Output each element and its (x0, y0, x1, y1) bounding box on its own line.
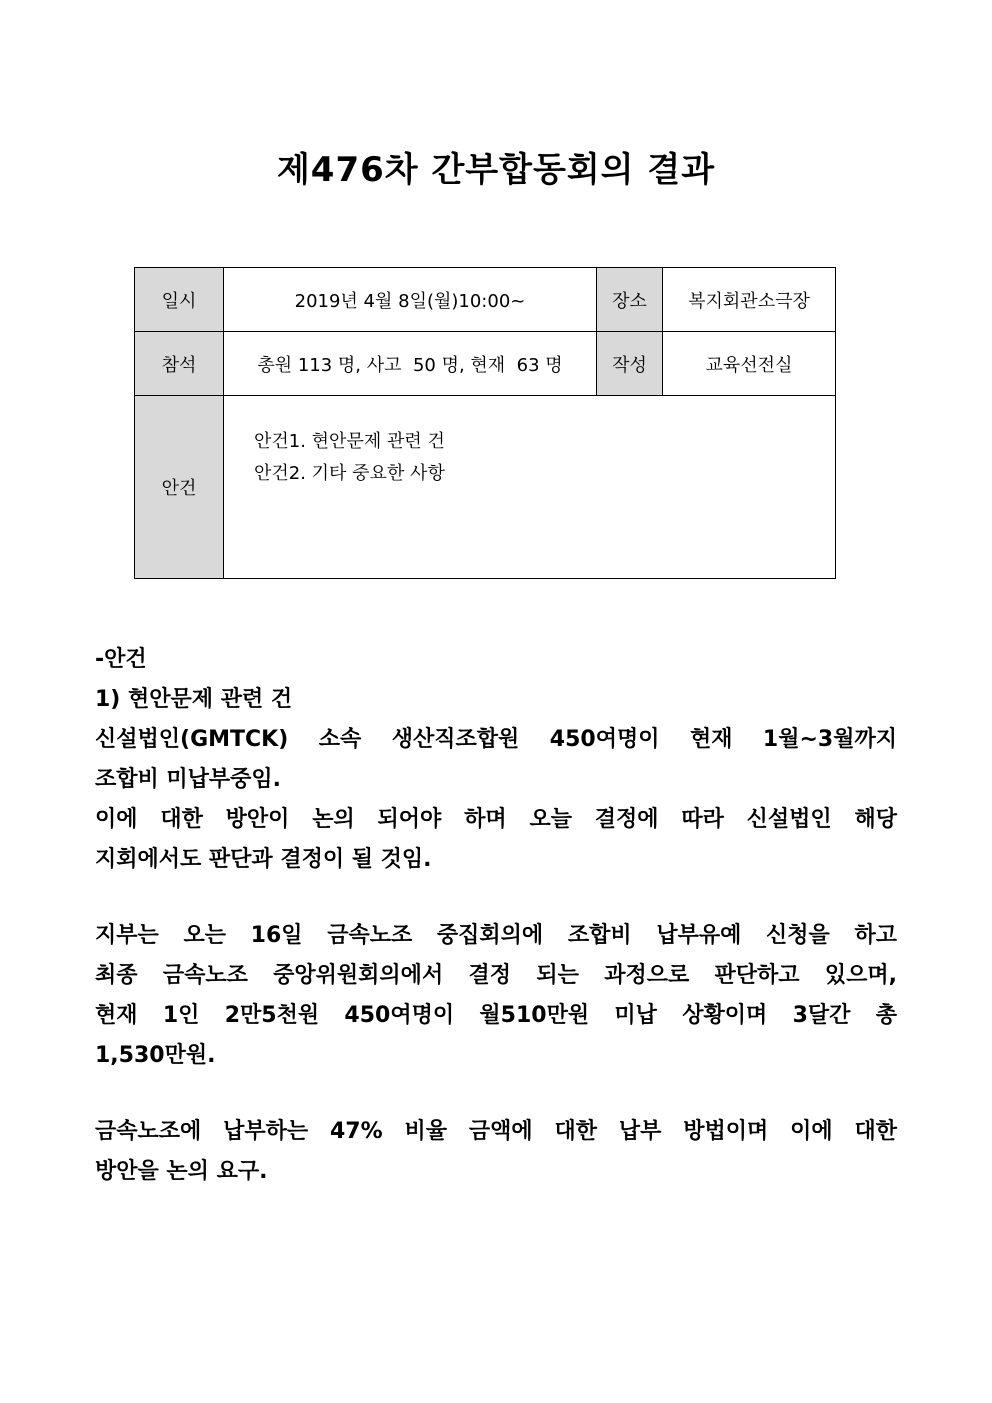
item-heading: 1) 현안문제 관련 건 (95, 687, 293, 712)
place-value: 복지회관소극장 (663, 268, 836, 332)
paragraph-1 (95, 720, 897, 880)
paragraph-line: 최종 금속노조 중앙위원회의에서 결정 되는 과정으로 판단하고 있으며, (95, 963, 897, 988)
table-row-agenda (135, 396, 836, 579)
meeting-info-table (134, 267, 836, 579)
paragraph-line: 방안을 논의 요구. (95, 1159, 268, 1184)
paragraph-3 (95, 1112, 897, 1192)
paragraph-line: 지부는 오는 16일 금속노조 중집회의에 조합비 납부유예 신청을 하고 (95, 923, 897, 948)
paragraph-2 (95, 916, 897, 1076)
paragraph-line: 이에 대한 방안이 논의 되어야 하며 오늘 결정에 따라 신설법인 해당 (95, 807, 897, 832)
paragraph-line: 현재 1인 2만5천원 450여명이 월510만원 미납 상황이며 3달간 총 (95, 1003, 897, 1028)
author-value: 교육선전실 (663, 332, 836, 396)
agenda-cell (224, 396, 836, 579)
paragraph-line: 조합비 미납부중임. (95, 767, 282, 792)
paragraph-gap (95, 1076, 897, 1112)
paragraph-line: 신설법인(GMTCK) 소속 생산직조합원 450여명이 현재 1월~3월까지 (95, 727, 897, 752)
paragraph-gap (95, 880, 897, 916)
agenda-label: 안건 (135, 396, 224, 579)
table-row-datetime (135, 268, 836, 332)
datetime-label: 일시 (135, 268, 224, 332)
table-row-attendance (135, 332, 836, 396)
place-label: 장소 (597, 268, 663, 332)
agenda-item: 안건1. 현안문제 관련 건 (254, 431, 445, 452)
paragraph-line: 금속노조에 납부하는 47% 비율 금액에 대한 납부 방법이며 이에 대한 (95, 1119, 897, 1144)
document-body (95, 640, 897, 1192)
datetime-value: 2019년 4월 8일(월)10:00~ (224, 268, 597, 332)
author-label: 작성 (597, 332, 663, 396)
paragraph-line: 지회에서도 판단과 결정이 될 것임. (95, 847, 432, 872)
paragraph-line: 1,530만원. (95, 1043, 216, 1068)
attendance-label: 참석 (135, 332, 224, 396)
document-title: 제476차 간부합동회의 결과 (276, 150, 716, 190)
agenda-item: 안건2. 기타 중요한 사항 (254, 463, 445, 484)
attendance-value: 총원 113 명, 사고 50 명, 현재 63 명 (224, 332, 597, 396)
section-heading: -안건 (95, 647, 147, 672)
agenda-list (254, 426, 835, 490)
